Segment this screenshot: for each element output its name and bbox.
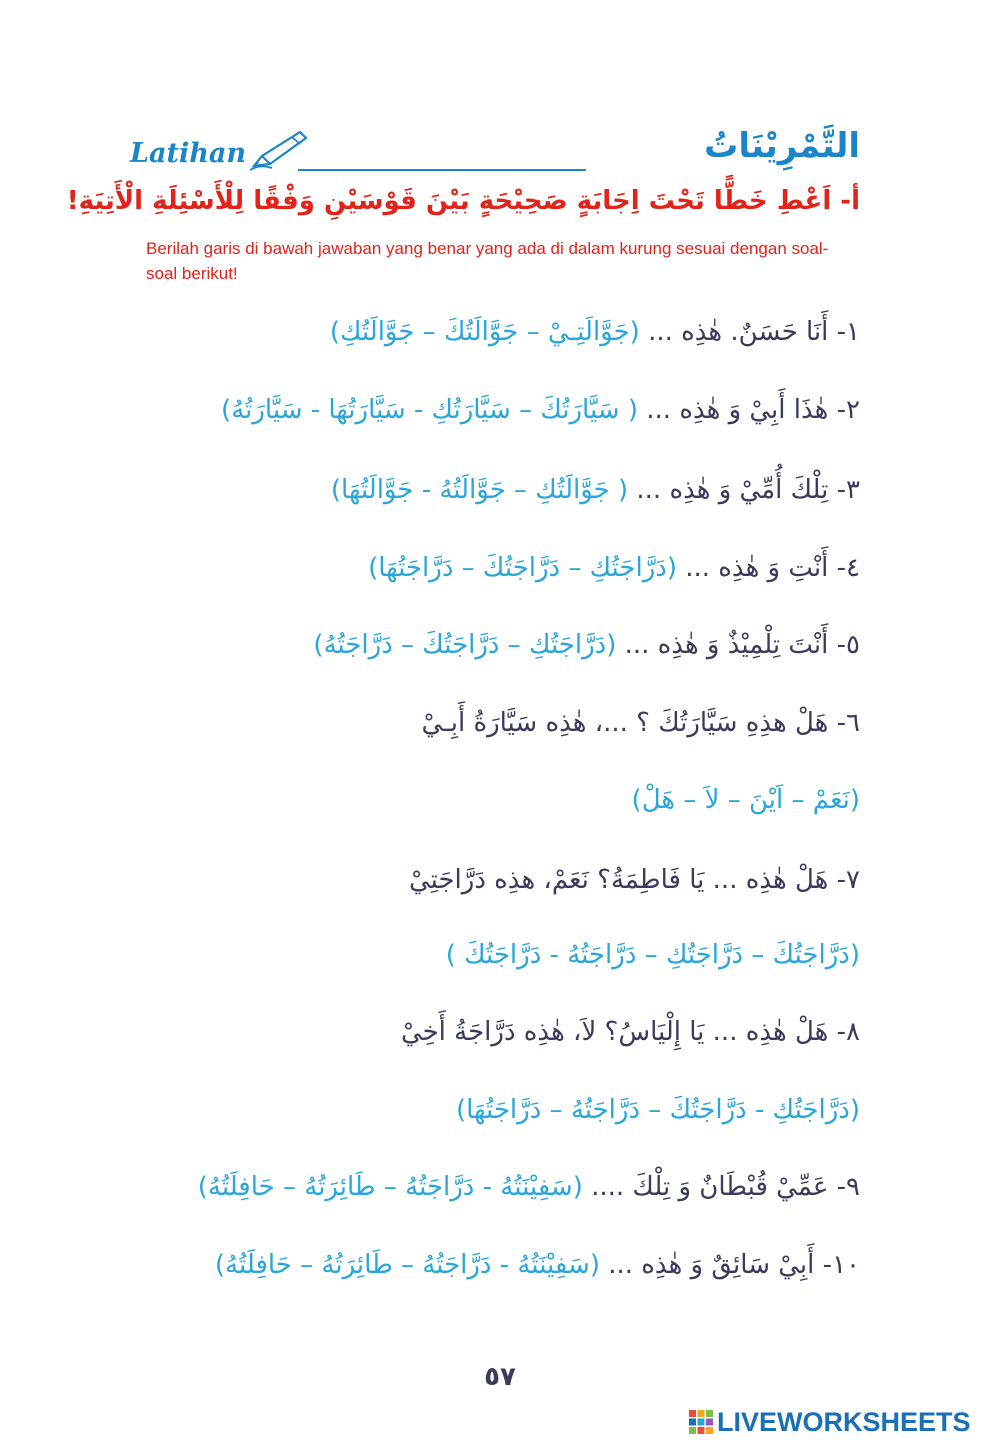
question-text: هَلْ هٰذِه ... يَا إِلْيَاسُ؟ لاَ، هٰذِه دَرَّاجَةُ أَخِيْ [400, 1017, 837, 1047]
question-text: تِلْكَ أُمِّيْ وَ هٰذِه ... [628, 475, 837, 505]
latihan-title: Latihan [130, 138, 246, 169]
question-3 [120, 470, 860, 510]
question-text: أَنَا حَسَنٌ. هٰذِه ... [639, 317, 837, 347]
question-text: أَنْتَ تِلْمِيْذٌ وَ هٰذِه ... [616, 630, 837, 660]
question-10 [120, 1245, 860, 1285]
question-number: ٣- [836, 475, 860, 505]
question-text: هَلْ هٰذِه ... يَا فَاطِمَةُ؟ نَعَمْ، هذِه دَرَّاجَتِيْ [408, 865, 837, 895]
question-number: ٨- [836, 1017, 860, 1047]
question-1 [120, 312, 860, 352]
question-8 [120, 1012, 860, 1052]
arabic-title: التَّمْرِيْنَاتُ [704, 126, 860, 166]
page-number: ٥٧ [484, 1362, 516, 1392]
question-number: ١٠- [822, 1250, 860, 1280]
answer-choices[interactable]: ( سَيَّارَتُكَ – سَيَّارَتُكِ - سَيَّارَتُهَا - سَيَّارَتُهُ) [221, 395, 638, 425]
question-text: أَبِيْ سَائِقٌ وَ هٰذِه ... [599, 1250, 823, 1280]
question-number: ٥- [836, 630, 860, 660]
question-number: ٧- [836, 865, 860, 895]
question-8-choices-row [120, 1090, 860, 1130]
question-text: هٰذَا أَبِيْ وَ هٰذِه ... [638, 395, 837, 425]
question-number: ٢- [836, 395, 860, 425]
answer-choices[interactable]: (نَعَمْ – اَيْنَ – لاَ – هَلْ) [631, 785, 860, 815]
answer-choices[interactable]: (سَفِيْنَتُهُ - دَرَّاجَتُهُ – طَائِرَتُهُ – حَافِلَتُهُ) [197, 1172, 583, 1202]
question-text: أَنْتِ وَ هٰذِه ... [676, 553, 837, 583]
answer-choices[interactable]: (دَرَّاجَتُكَ – دَرَّاجَتُكِ – دَرَّاجَتُهُ - دَرَّاجَتُكَ ) [445, 940, 860, 970]
answer-choices[interactable]: (دَرَّاجَتُكِ – دَرَّاجَتُكَ – دَرَّاجَتُهَا) [368, 553, 677, 583]
liveworksheets-brand: LIVEWORKSHEETS [717, 1406, 971, 1437]
question-7-choices-row [120, 935, 860, 975]
answer-choices[interactable]: (دَرَّاجَتُكِ – دَرَّاجَتُكَ – دَرَّاجَتُهُ) [313, 630, 617, 660]
answer-choices[interactable]: (سَفِيْنَتُهُ - دَرَّاجَتُهُ – طَائِرَتُهُ – حَافِلَتُهُ) [214, 1250, 600, 1280]
answer-choices[interactable]: ( جَوَّالَتُكِ – جَوَّالَتُهُ - جَوَّالَتُهَا) [330, 475, 629, 505]
instruction-arabic: أ- اَعْطِ خَطًّا تَحْتَ اِجَابَةٍ صَحِيْحَةٍ بَيْنَ قَوْسَيْنِ وَفْقًا لِلْأَسْئِلَةِ الْأَتِيَةِ! [66, 186, 860, 216]
answer-choices[interactable]: (دَرَّاجَتُكِ - دَرَّاجَتُكَ – دَرَّاجَتُهُ – دَرَّاجَتُهَا) [455, 1095, 860, 1125]
header-underline [298, 169, 586, 171]
question-text: هَلْ هذِهِ سَيَّارَتُكَ ؟ ...، هٰذِه سَيَّارَةُ أَبِـيْ [421, 708, 837, 738]
question-5 [120, 625, 860, 665]
pen-icon [248, 126, 312, 172]
liveworksheets-icon [688, 1409, 714, 1435]
question-4 [120, 548, 860, 588]
question-7 [120, 860, 860, 900]
question-number: ٦- [836, 708, 860, 738]
question-2 [120, 390, 860, 430]
question-9 [120, 1167, 860, 1207]
question-number: ٩- [836, 1172, 860, 1202]
question-6 [120, 703, 860, 743]
question-text: عَمِّيْ قُبْطَانٌ وَ تِلْكَ .... [582, 1172, 837, 1202]
answer-choices[interactable]: (جَوَّالَتِـيْ – جَوَّالَتُكَ – جَوَّالَتُكِ) [329, 317, 640, 347]
instruction-latin: Berilah garis di bawah jawaban yang benar yang ada di dalam kurung sesuai dengan soal-soal berikut! [146, 239, 829, 283]
question-6-choices-row [120, 780, 860, 820]
question-number: ١- [836, 317, 860, 347]
question-number: ٤- [836, 553, 860, 583]
liveworksheets-logo [688, 1406, 971, 1438]
